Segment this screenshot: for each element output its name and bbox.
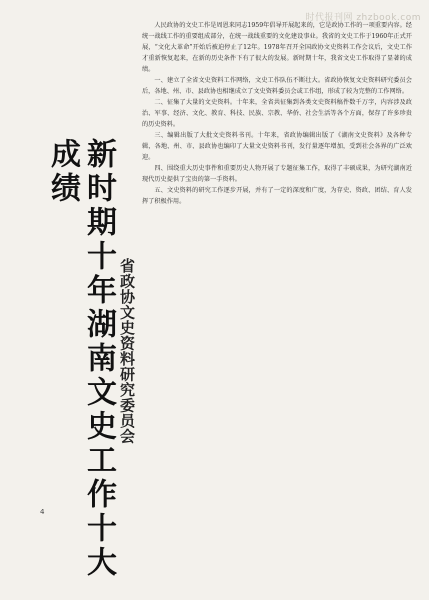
- watermark: 时代报刊网 zhzbook.com: [305, 13, 421, 23]
- article-title: 新时期十年湖南文史工作十大成绩: [45, 138, 116, 580]
- paragraph: 五、文史资料的研究工作逐步开展，并有了一定的深度和广度，为存史、资政、团结、育人发挥了积极作用。: [142, 187, 412, 205]
- article-author: 省政协文史资料研究委员会: [118, 258, 136, 444]
- paragraph: 一、建立了全省文史资料工作网络，文史工作队伍不断壮大。省政协恢复文史资料研究委员会后，各地、州、市、县政协也相继成立了文史资料委员会或工作组，形成了较为完整的工作网络。: [142, 77, 412, 95]
- article-body: [142, 20, 412, 590]
- paragraph: 人民政协的文史工作是周恩来同志1959年倡导开展起来的，它是政协工作的一项重要内容。经统一战线工作的重要组成部分，在统一战线重要的文化建设事业。我省的文史工作于1960年正式开展，“文化大革命”开始后被迫停止了12年。1978年召开全国政协文史资料工作会议后，文史工作才重新恢复起来，在新的历史条件下有了很大的发展。新时期十年，我省文史工作取得了显著的成绩。: [142, 22, 412, 73]
- paragraph: 三、编辑出版了大批文史资料书刊。十年来，省政协编辑出版了《湖南文史资料》及各种专辑，各地、州、市、县政协也编印了大量文史资料书刊，发行量逐年增加，受到社会各界的广泛欢迎。: [142, 132, 412, 161]
- paragraph: 四、围绕重大历史事件和重要历史人物开展了专题征集工作，取得了丰硕成果，为研究湖南近现代历史提供了宝贵的第一手资料。: [142, 165, 412, 183]
- paragraph: 二、征集了大量的文史资料。十年来，全省共征集到各类文史资料稿件数千万字，内容涉及政治、军事、经济、文化、教育、科技、民族、宗教、华侨、社会生活等各个方面，保存了许多珍贵的历史资料。: [142, 99, 412, 128]
- page-number: 4: [40, 508, 45, 516]
